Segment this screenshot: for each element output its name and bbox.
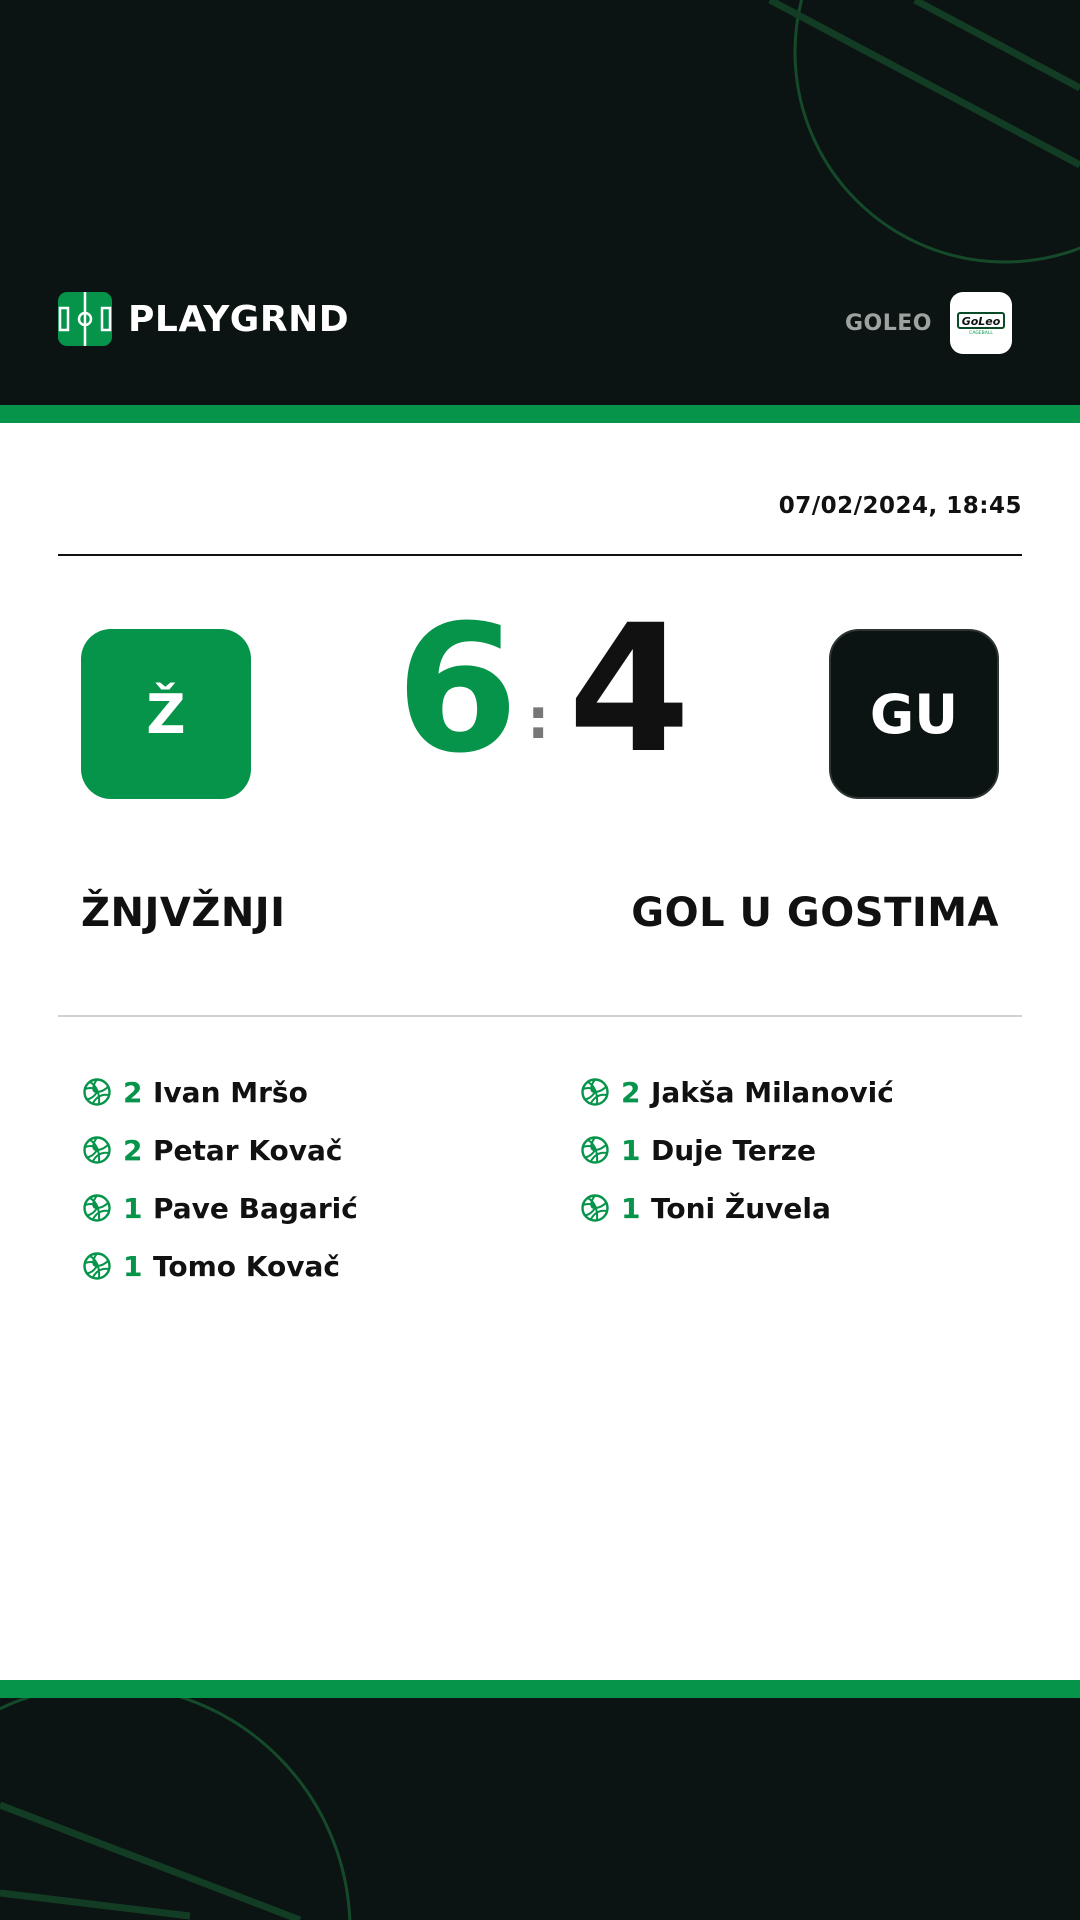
scorer-name: Petar Kovač bbox=[153, 1133, 343, 1167]
volleyball-icon bbox=[82, 1135, 112, 1165]
header bbox=[0, 0, 1080, 405]
home-team-badge: Ž bbox=[81, 629, 251, 799]
scorer-goals: 1 bbox=[621, 1133, 641, 1167]
volleyball-icon bbox=[580, 1077, 610, 1107]
pitch-icon bbox=[58, 292, 112, 346]
scorer-row bbox=[82, 1237, 358, 1295]
scorer-name: Duje Terze bbox=[651, 1133, 816, 1167]
score-separator: : bbox=[527, 687, 550, 752]
partner-logo bbox=[950, 292, 1012, 354]
volleyball-icon bbox=[82, 1251, 112, 1281]
away-score: 4 bbox=[568, 587, 691, 792]
divider bbox=[58, 554, 1022, 556]
scorer-name: Ivan Mršo bbox=[153, 1075, 308, 1109]
scorer-goals: 2 bbox=[621, 1075, 641, 1109]
volleyball-icon bbox=[82, 1077, 112, 1107]
scorer-goals: 1 bbox=[123, 1249, 143, 1283]
brand-name: PLAYGRND bbox=[128, 298, 350, 340]
volleyball-icon bbox=[580, 1135, 610, 1165]
match-datetime: 07/02/2024, 18:45 bbox=[778, 493, 1022, 519]
scorer-goals: 2 bbox=[123, 1075, 143, 1109]
scorer-goals: 1 bbox=[621, 1191, 641, 1225]
scorer-name: Tomo Kovač bbox=[153, 1249, 340, 1283]
away-team-badge: GU bbox=[829, 629, 999, 799]
brand bbox=[58, 292, 349, 346]
home-scorers-list bbox=[82, 1063, 358, 1295]
svg-text:GoLeo: GoLeo bbox=[961, 315, 1001, 328]
scorer-goals: 1 bbox=[123, 1191, 143, 1225]
svg-text:CAGEBALL: CAGEBALL bbox=[969, 331, 993, 336]
away-scorers-list bbox=[580, 1063, 894, 1237]
away-team-name: GOL U GOSTIMA bbox=[631, 890, 999, 936]
divider bbox=[58, 1015, 1022, 1017]
home-team-name: ŽNJVŽNJI bbox=[81, 890, 286, 936]
partner bbox=[845, 292, 1012, 354]
scorer-row bbox=[82, 1179, 358, 1237]
accent-bar-top bbox=[0, 405, 1080, 423]
scorer-name: Pave Bagarić bbox=[153, 1191, 358, 1225]
scorer-row bbox=[82, 1063, 358, 1121]
scorer-name: Toni Žuvela bbox=[651, 1191, 831, 1225]
volleyball-icon bbox=[82, 1193, 112, 1223]
scorer-row bbox=[82, 1121, 358, 1179]
scorer-row bbox=[580, 1063, 894, 1121]
partner-name: GOLEO bbox=[844, 310, 932, 336]
scorer-row bbox=[580, 1179, 894, 1237]
scorer-name: Jakša Milanović bbox=[651, 1075, 894, 1109]
home-score: 6 bbox=[396, 587, 519, 792]
scorer-row bbox=[580, 1121, 894, 1179]
volleyball-icon bbox=[580, 1193, 610, 1223]
scorer-goals: 2 bbox=[123, 1133, 143, 1167]
pitch-lines-decoration bbox=[0, 1698, 1080, 1920]
footer bbox=[0, 1698, 1080, 1920]
accent-bar-bottom bbox=[0, 1680, 1080, 1698]
